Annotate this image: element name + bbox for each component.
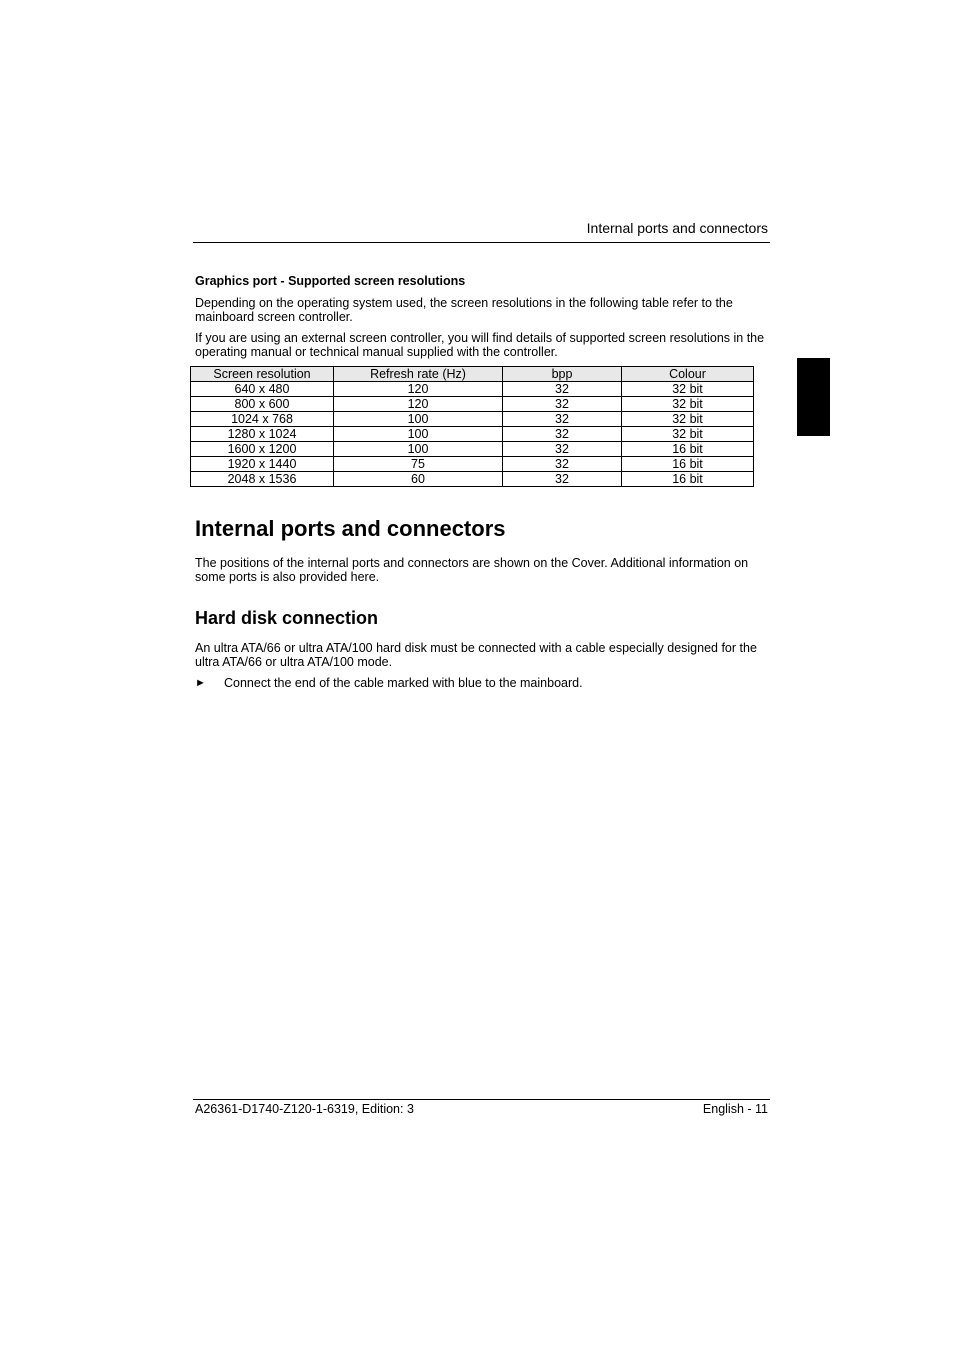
- table-cell: 120: [334, 382, 503, 397]
- table-row: [191, 442, 754, 457]
- table-cell: 32: [503, 472, 622, 487]
- internal-ports-paragraph: The positions of the internal ports and connectors are shown on the Cover. Additional information on some ports is also provided here.: [195, 556, 749, 584]
- hard-disk-paragraph: An ultra ATA/66 or ultra ATA/100 hard disk must be connected with a cable especially designed for the ultra ATA/66 or ultra ATA/100 mode.: [195, 641, 757, 669]
- table-cell: 32 bit: [622, 412, 754, 427]
- table-row: [191, 457, 754, 472]
- running-header: [193, 219, 770, 243]
- table-cell: 16 bit: [622, 442, 754, 457]
- table-cell: 32: [503, 412, 622, 427]
- graphics-paragraph-2: If you are using an external screen controller, you will find details of supported screen resolutions in the operating manual or technical manual supplied with the controller.: [195, 331, 765, 359]
- table-cell: 32 bit: [622, 382, 754, 397]
- graphics-paragraph-1: Depending on the operating system used, the screen resolutions in the following table refer to the mainboard screen controller.: [195, 296, 733, 324]
- table-cell: 2048 x 1536: [191, 472, 334, 487]
- instruction-text: Connect the end of the cable marked with blue to the mainboard.: [224, 676, 583, 690]
- table-cell: 32: [503, 397, 622, 412]
- document-id: A26361-D1740-Z120-1-6319, Edition: 3: [195, 1102, 414, 1116]
- table-row: [191, 397, 754, 412]
- table-cell: 32: [503, 382, 622, 397]
- table-cell: 32: [503, 457, 622, 472]
- table-cell: 800 x 600: [191, 397, 334, 412]
- table-row: [191, 382, 754, 397]
- table-cell: 100: [334, 442, 503, 457]
- table-cell: 32: [503, 442, 622, 457]
- table-cell: 1280 x 1024: [191, 427, 334, 442]
- column-header-screen-resolution: Screen resolution: [191, 367, 334, 382]
- table-cell: 16 bit: [622, 457, 754, 472]
- running-footer: [193, 1099, 770, 1120]
- table-cell: 1024 x 768: [191, 412, 334, 427]
- table-cell: 32 bit: [622, 397, 754, 412]
- bullet-arrow-icon: ►: [195, 677, 206, 689]
- column-header-colour: Colour: [622, 367, 754, 382]
- table-cell: 1920 x 1440: [191, 457, 334, 472]
- screen-resolution-table: [190, 366, 754, 487]
- page-number: English - 11: [702, 1102, 768, 1116]
- table-header-row: [191, 367, 754, 382]
- table-cell: 640 x 480: [191, 382, 334, 397]
- table-cell: 32: [503, 427, 622, 442]
- graphics-port-subheading: Graphics port - Supported screen resolutions: [195, 274, 466, 288]
- table-cell: 1600 x 1200: [191, 442, 334, 457]
- table-cell: 16 bit: [622, 472, 754, 487]
- table-cell: 75: [334, 457, 503, 472]
- table-row: [191, 412, 754, 427]
- table-row: [191, 427, 754, 442]
- table-cell: 60: [334, 472, 503, 487]
- table-row: [191, 472, 754, 487]
- table-cell: 100: [334, 427, 503, 442]
- hard-disk-heading: Hard disk connection: [195, 608, 379, 628]
- column-header-bpp: bpp: [503, 367, 622, 382]
- table-cell: 120: [334, 397, 503, 412]
- internal-ports-heading: Internal ports and connectors: [195, 516, 506, 541]
- chapter-thumb-tab: [797, 358, 830, 436]
- table-cell: 100: [334, 412, 503, 427]
- column-header-refresh-rate: Refresh rate (Hz): [334, 367, 503, 382]
- running-header-title: Internal ports and connectors: [586, 220, 768, 236]
- table-cell: 32 bit: [622, 427, 754, 442]
